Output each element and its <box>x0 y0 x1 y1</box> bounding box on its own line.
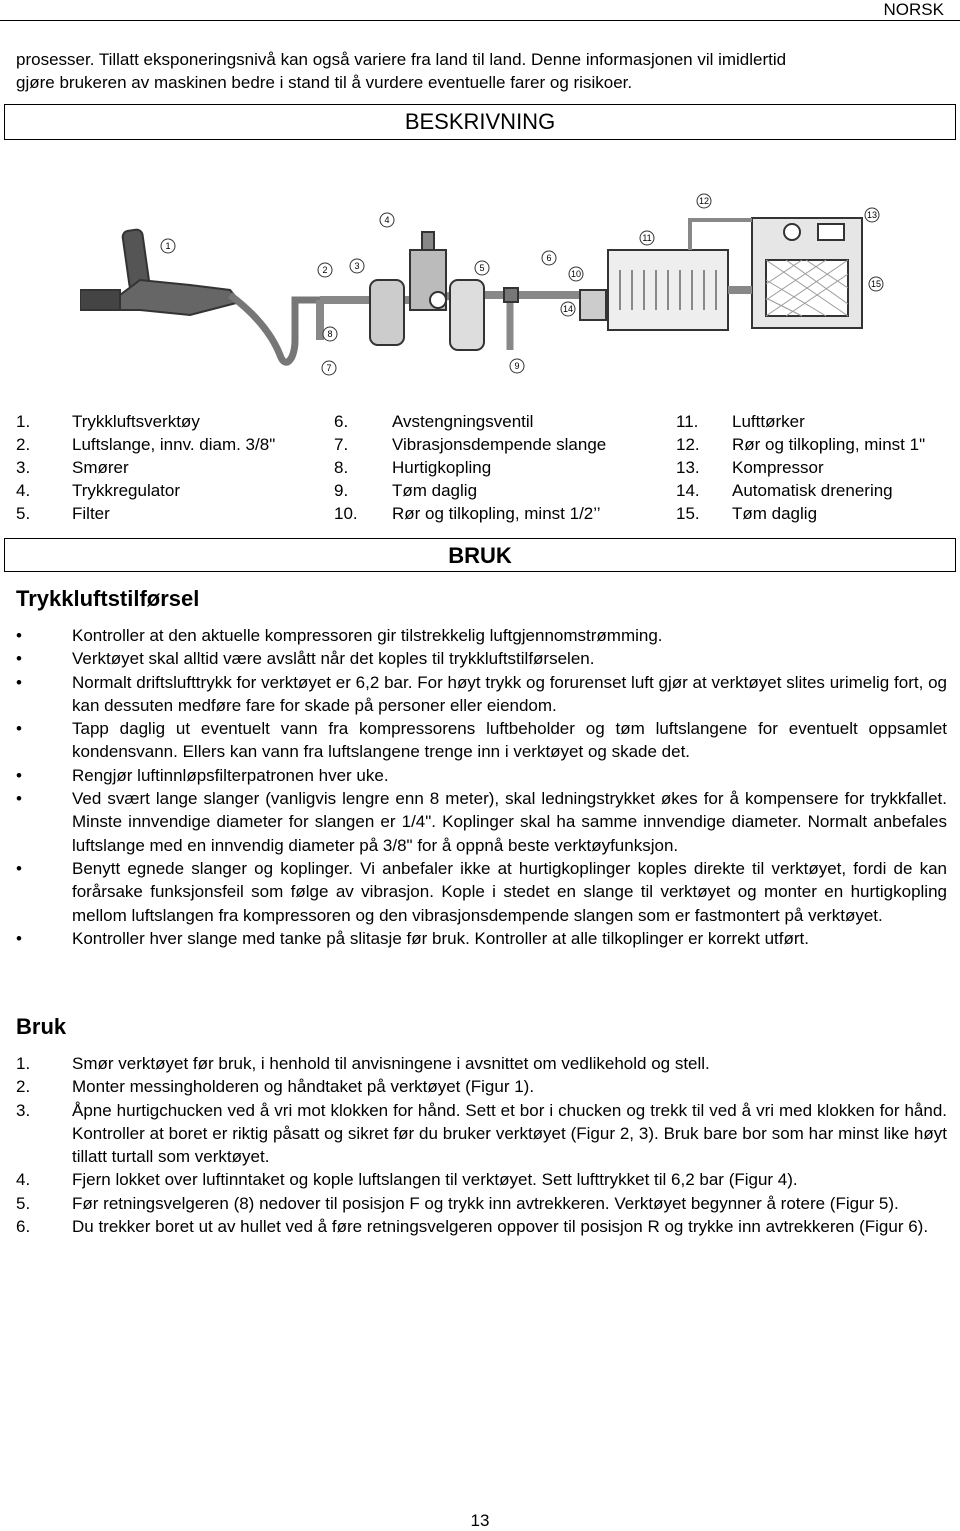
part-item: 2. Luftslange, innv. diam. 3/8" <box>16 435 276 454</box>
list-item: • Rengjør luftinnløpsfilterpatronen hver uke. <box>16 764 947 787</box>
callout-label: 15 <box>870 279 882 289</box>
regulator-illustration <box>410 232 446 310</box>
callout-label: 13 <box>866 210 878 220</box>
bullet-icon: • <box>16 649 22 669</box>
list-item: • Kontroller hver slange med tanke på slitasje før bruk. Kontroller at alle tilkoplinger er korrekt utført. <box>16 927 947 950</box>
part-item: 5. Filter <box>16 504 110 523</box>
part-item: 13. Kompressor <box>676 458 824 477</box>
bullet-icon: • <box>16 765 22 785</box>
callout-label: 9 <box>514 361 520 371</box>
list-item: 1. Smør verktøyet før bruk, i henhold til anvisningene i avsnittet om vedlikehold og stell. <box>16 1054 710 1073</box>
callout-label: 5 <box>479 263 485 273</box>
part-item: 10. Rør og tilkopling, minst 1/2’’ <box>334 504 601 523</box>
intro-paragraph <box>16 48 944 94</box>
list-item: • Kontroller at den aktuelle kompressoren gir tilstrekkelig luftgjennomstrømming. <box>16 624 947 647</box>
part-item: 7. Vibrasjonsdempende slange <box>334 435 607 454</box>
part-item: 11. Lufttørker <box>676 412 805 431</box>
list-item: • Normalt driftslufttrykk for verktøyet er 6,2 bar. For høyt trykk og forurenset luft gjør at verktøyet slites urimelig fort, og kan dessuten medføre fare for skade på personer eller eiendom. <box>16 672 947 715</box>
shutoff-valve-illustration <box>504 288 518 302</box>
part-item: 1. Trykkluftsverktøy <box>16 412 200 431</box>
compressor-illustration <box>752 218 862 328</box>
callout-label: 2 <box>322 265 328 275</box>
lubricator-illustration <box>370 280 404 345</box>
part-item: 8. Hurtigkopling <box>334 458 492 477</box>
auto-drain-illustration <box>580 290 606 320</box>
air-system-diagram <box>80 180 900 380</box>
parts-column-3 <box>676 410 925 525</box>
bullet-icon: • <box>16 789 22 809</box>
list-item: 6. Du trekker boret ut av hullet ved å føre retningsvelgeren oppover til posisjon R og trykke inn avtrekkeren (Figur 6). <box>16 1217 929 1237</box>
callout-label: 11 <box>642 233 652 243</box>
subheading-bruk: Bruk <box>16 1014 67 1039</box>
trykkluft-bullet-list <box>16 624 947 950</box>
list-item: 2. Monter messingholderen og håndtaket på verktøyet (Figur 1). <box>16 1077 535 1097</box>
bullet-icon: • <box>16 626 22 645</box>
bruk-steps-list <box>16 1052 947 1238</box>
callout-label: 1 <box>165 241 171 251</box>
callout-label: 6 <box>546 253 552 263</box>
list-item: • Benytt egnede slanger og koplinger. Vi anbefaler ikke at hurtigkoplinger koples direkte til verktøyet, fordi de kan forårsake funksjonsfeil som følge av vibrasjon. Kople i stedet en slange til verktøyet og monter en hurtigkopling mellom luftslangen fra kompressoren og den vibrasjonsdempende slangen som er fastmontert på verktøyet. <box>16 858 947 925</box>
part-item: 12. Rør og tilkopling, minst 1" <box>676 435 926 454</box>
intro-line: prosesser. Tillatt eksponeringsnivå kan også variere fra land til land. Denne informasjonen vil imidlertid <box>16 50 787 69</box>
page-number: 13 <box>470 1511 490 1530</box>
section-title-beskrivning: BESKRIVNING <box>4 104 956 140</box>
callout-label: 3 <box>354 261 360 271</box>
bullet-icon: • <box>16 672 22 692</box>
intro-line: gjøre brukeren av maskinen bedre i stand til å vurdere eventuelle farer og risikoer. <box>16 73 633 92</box>
callout-label: 12 <box>698 196 710 206</box>
part-item: 6. Avstengningsventil <box>334 412 534 431</box>
callout-label: 4 <box>384 215 390 225</box>
air-tool-illustration <box>80 229 320 362</box>
air-dryer-illustration <box>608 250 728 330</box>
parts-column-2 <box>334 410 606 525</box>
list-item: 5. Før retningsvelgeren (8) nedover til posisjon F og trykk inn avtrekkeren. Verktøyet begynner å rotere (Figur 5). <box>16 1193 899 1213</box>
part-item: 3. Smører <box>16 458 129 477</box>
list-item: • Verktøyet skal alltid være avslått når det koples til trykkluftstilførselen. <box>16 647 947 670</box>
bullet-icon: • <box>16 928 22 948</box>
callout-label: 7 <box>326 363 332 373</box>
list-item: 3. Åpne hurtigchucken ved å vri mot klokken for hånd. Sett et bor i chucken og trekk til ved å vri med klokken for hånd. Kontroller at boret er riktig påsatt og sikret før du bruker verktøyet (Figur 2, 3). Bruk bare bor som har minst like høyt tillatt turtall som verktøyet. <box>16 1100 947 1167</box>
list-item: • Ved svært lange slanger (vanligvis lengre enn 8 meter), skal ledningstrykket økes for å kompensere for trykkfallet. Minste innvendige diameter for slangen er 1/4". Koplinger skal ha samme innvendige diameter. Normalt anbefales luftslange med en innvendig diameter på 3/8" for å oppnå beste verktøyfunksjon. <box>16 789 947 855</box>
section-title-bruk: BRUK <box>4 538 956 572</box>
part-item: 15. Tøm daglig <box>676 504 818 523</box>
header-language: NORSK <box>883 0 944 19</box>
parts-column-1 <box>16 410 275 525</box>
callout-label: 8 <box>327 329 333 339</box>
filter-illustration <box>450 280 484 350</box>
subheading-trykkluft: Trykkluftstilførsel <box>16 586 200 611</box>
header-rule <box>0 20 960 21</box>
callout-label: 14 <box>562 304 574 314</box>
part-item: 14. Automatisk drenering <box>676 481 893 500</box>
part-item: 9. Tøm daglig <box>334 481 478 500</box>
part-item: 4. Trykkregulator <box>16 481 181 500</box>
callout-label: 10 <box>570 269 582 279</box>
list-item: 4. Fjern lokket over luftinntaket og kople luftslangen til verktøyet. Sett lufttrykket til 6,2 bar (Figur 4). <box>16 1170 798 1190</box>
bullet-icon: • <box>16 858 22 878</box>
bullet-icon: • <box>16 719 22 739</box>
list-item: • Tapp daglig ut eventuelt vann fra kompressorens luftbeholder og tøm luftslangene for eventuelt oppsamlet kondensvann. Ellers kan vann fra luftslangene trenge inn i verktøyet og skade det. <box>16 719 947 762</box>
